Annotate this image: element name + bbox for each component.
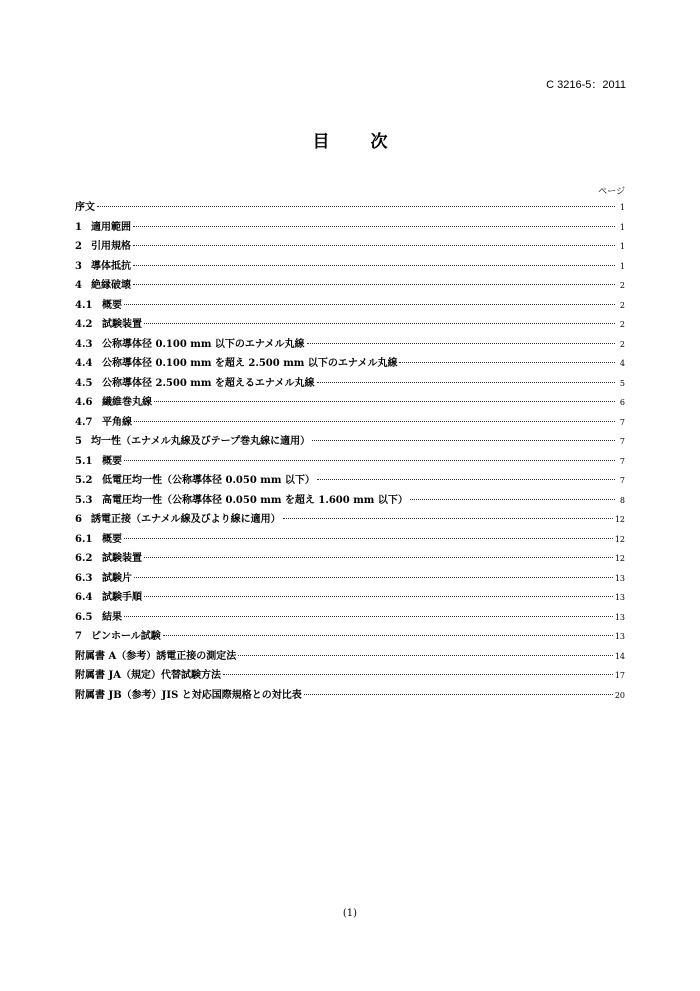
dot-leader [399, 362, 615, 363]
page-title: 目 次 [312, 132, 400, 152]
toc-entry-title: 試験装置 [102, 319, 142, 330]
toc-entry-number: 5 [75, 436, 82, 447]
toc-entry-number: 4.1 [75, 299, 93, 311]
toc-entry-number: 7 [75, 631, 82, 642]
toc-entry-title: 概要 [102, 299, 122, 311]
toc-entry[interactable] [75, 549, 625, 569]
toc-entry-page: 12 [614, 534, 625, 544]
toc-entry-title: ピンホール試験 [91, 631, 161, 642]
dot-leader [223, 674, 613, 675]
toc-entry-title: 導体抵抗 [91, 260, 131, 272]
dot-leader [312, 440, 615, 441]
toc-entry[interactable] [75, 510, 625, 530]
dot-leader [133, 265, 615, 266]
toc-entry[interactable] [75, 608, 625, 628]
dot-leader [283, 518, 613, 519]
toc-entry-page: 6 [619, 398, 625, 407]
toc-entry[interactable] [75, 335, 625, 355]
toc-entry-page: 13 [614, 593, 625, 602]
toc-entry[interactable] [75, 471, 625, 491]
toc-entry-number: 5.3 [75, 494, 93, 506]
toc-entry[interactable] [75, 588, 625, 608]
toc-entry-title: 序文 [75, 202, 95, 213]
toc-entry[interactable] [75, 296, 625, 316]
toc-entry-title: 公称導体径 2.500 mm を超えるエナメル丸線 [102, 377, 315, 389]
toc-entry[interactable] [75, 237, 625, 257]
toc-entry-title: 試験装置 [102, 553, 142, 564]
toc-entry-title: 結果 [102, 611, 122, 623]
toc-entry[interactable] [75, 647, 625, 667]
dot-leader [144, 557, 613, 558]
toc-entry-title: 試験手順 [102, 592, 142, 603]
toc-entry[interactable] [75, 686, 625, 706]
toc-entry-number: 4.4 [75, 358, 93, 369]
toc-entry-number: 4.5 [75, 377, 93, 389]
toc-entry-page: 12 [614, 554, 625, 563]
toc-entry-number: 5.2 [75, 475, 93, 486]
toc-entry-title: 附属書 A（参考）誘電正接の測定法 [75, 650, 237, 662]
toc-entry-page: 7 [619, 437, 625, 446]
toc-entry-number: 5.1 [75, 455, 93, 467]
dot-leader [133, 226, 615, 227]
toc-entry-title: 誘電正接（エナメル線及びより線に適用） [91, 514, 281, 525]
toc-entry[interactable] [75, 393, 625, 413]
toc-entry-number: 6 [75, 514, 82, 525]
dot-leader [134, 577, 613, 578]
footer-page-number: (1) [342, 908, 358, 919]
toc-entry-page: 1 [619, 203, 625, 212]
toc-entry-title: 試験片 [102, 572, 132, 584]
document-code: C 3216-5：2011 [546, 79, 626, 91]
dot-leader [163, 635, 613, 636]
dot-leader [124, 304, 615, 305]
dot-leader [238, 655, 613, 656]
toc-entry-number: 6.5 [75, 611, 93, 623]
dot-leader [124, 538, 613, 539]
toc-entry[interactable] [75, 627, 625, 647]
toc-entry-number: 3 [75, 260, 82, 272]
toc-entry-number: 4.2 [75, 319, 93, 330]
toc-entry[interactable] [75, 432, 625, 452]
toc-entry-page: 2 [619, 281, 625, 290]
toc-entry-title: 附属書 JA（規定）代替試験方法 [75, 670, 221, 681]
toc-entry-title: 低電圧均一性（公称導体径 0.050 mm 以下） [102, 475, 315, 486]
toc-entry[interactable] [75, 257, 625, 277]
toc-entry[interactable] [75, 218, 625, 238]
dot-leader [97, 206, 615, 207]
toc-entry-page: 20 [614, 690, 625, 700]
toc-entry-page: 4 [619, 359, 625, 368]
toc-entry-number: 6.1 [75, 533, 93, 545]
toc-entry-page: 2 [619, 300, 625, 310]
toc-entry[interactable] [75, 569, 625, 589]
toc-entry[interactable] [75, 315, 625, 335]
toc-entry[interactable] [75, 413, 625, 433]
toc-entry-title: 絶縁破壊 [91, 280, 131, 291]
toc-entry-number: 4.7 [75, 416, 93, 428]
dot-leader [133, 284, 615, 285]
dot-leader [124, 460, 615, 461]
toc-entry-page: 13 [614, 632, 625, 641]
dot-leader [134, 421, 615, 422]
dot-leader [144, 596, 613, 597]
toc-entry-title: 公称導体径 0.100 mm を超え 2.500 mm 以下のエナメル丸線 [102, 358, 398, 369]
toc-entry[interactable] [75, 354, 625, 374]
toc-entry-page: 12 [614, 515, 625, 524]
table-of-contents [75, 198, 625, 705]
toc-entry-title: 附属書 JB（参考）JIS と対応国際規格との対比表 [75, 689, 302, 701]
toc-entry-page: 13 [614, 612, 625, 622]
toc-entry-title: 公称導体径 0.100 mm 以下のエナメル丸線 [102, 338, 305, 350]
dot-leader [317, 479, 615, 480]
toc-entry-title: 概要 [102, 455, 122, 467]
toc-entry-page: 7 [619, 417, 625, 427]
toc-entry-number: 6.3 [75, 572, 93, 584]
toc-entry-page: 2 [619, 320, 625, 329]
dot-leader [133, 245, 615, 246]
toc-entry[interactable] [75, 491, 625, 511]
dot-leader [307, 343, 615, 344]
toc-entry-number: 2 [75, 241, 82, 252]
toc-entry-page: 13 [614, 573, 625, 583]
toc-entry-number: 6.4 [75, 592, 93, 603]
toc-entry-page: 2 [619, 339, 625, 349]
toc-entry[interactable] [75, 666, 625, 686]
toc-entry-page: 1 [619, 261, 625, 271]
toc-entry-title: 適用範囲 [91, 221, 131, 233]
toc-entry[interactable] [75, 530, 625, 550]
toc-entry-page: 5 [619, 378, 625, 388]
toc-entry-page: 1 [619, 222, 625, 232]
dot-leader [410, 499, 615, 500]
toc-entry-title: 平角線 [102, 416, 132, 428]
toc-entry-title: 引用規格 [91, 241, 131, 252]
toc-entry-number: 4.6 [75, 397, 93, 408]
toc-entry-number: 4 [75, 280, 82, 291]
toc-entry-page: 8 [619, 495, 625, 505]
toc-entry-title: 均一性（エナメル丸線及びテープ巻丸線に適用） [91, 436, 311, 447]
dot-leader [144, 323, 615, 324]
toc-entry[interactable] [75, 198, 625, 218]
dot-leader [154, 401, 615, 402]
toc-entry-number: 6.2 [75, 553, 93, 564]
dot-leader [124, 616, 613, 617]
toc-entry-title: 繊維巻丸線 [102, 397, 152, 408]
toc-entry-title: 概要 [102, 533, 122, 545]
toc-entry[interactable] [75, 276, 625, 296]
toc-entry-page: 7 [619, 456, 625, 466]
page-column-label: ページ [598, 187, 625, 197]
toc-entry-number: 4.3 [75, 338, 93, 350]
toc-entry[interactable] [75, 452, 625, 472]
toc-entry-page: 14 [614, 651, 625, 661]
dot-leader [317, 382, 615, 383]
toc-entry-title: 高電圧均一性（公称導体径 0.050 mm を超え 1.600 mm 以下） [102, 494, 408, 506]
toc-entry-page: 17 [614, 671, 625, 680]
toc-entry-page: 7 [619, 476, 625, 485]
dot-leader [304, 694, 613, 695]
toc-entry-page: 1 [619, 242, 625, 251]
toc-entry-number: 1 [75, 221, 82, 233]
toc-entry[interactable] [75, 374, 625, 394]
